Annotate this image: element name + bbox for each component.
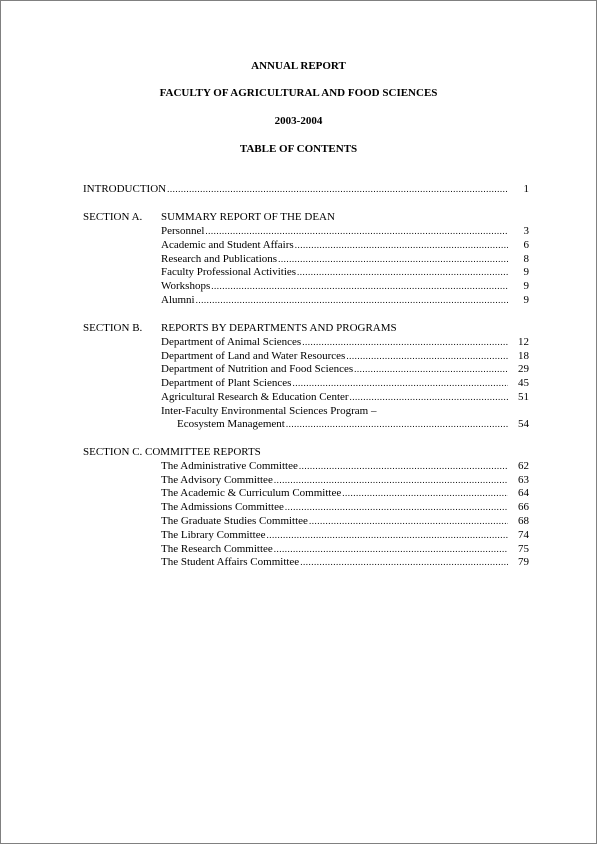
toc-page-number: 51 [518, 391, 529, 403]
toc-page-number: 6 [523, 239, 529, 251]
toc-entry-label: INTRODUCTION [83, 183, 167, 195]
toc-page-number: 3 [523, 225, 529, 237]
toc-entry [1, 336, 596, 349]
toc-heading: TABLE OF CONTENTS [239, 143, 358, 155]
toc-entry-label: The Research Committee [161, 543, 273, 555]
toc-entry-label: Department of Nutrition and Food Sciences [161, 363, 354, 375]
report-title: ANNUAL REPORT [251, 60, 346, 72]
toc-entry [1, 280, 596, 293]
dot-leader [295, 240, 508, 251]
toc-entry-label: Department of Plant Sciences [161, 377, 292, 389]
toc-entry [1, 543, 596, 556]
toc-entry [1, 529, 596, 542]
section-title: SUMMARY REPORT OF THE DEAN [161, 211, 335, 223]
toc-entry-label: The Advisory Committee [161, 474, 273, 486]
dot-leader [266, 530, 508, 541]
section-title: SECTION C. COMMITTEE REPORTS [83, 446, 261, 458]
toc-entry-label: The Admissions Committee [161, 501, 284, 513]
dot-leader [205, 226, 508, 237]
dot-leader [342, 488, 508, 499]
toc-entry-label: Academic and Student Affairs [161, 239, 294, 251]
toc-page-number: 9 [523, 294, 529, 306]
toc-page-number: 9 [523, 266, 529, 278]
toc-page-number: 66 [518, 501, 529, 513]
section-label: SECTION A. [83, 211, 143, 223]
dot-leader [274, 544, 508, 555]
dot-leader [274, 475, 508, 486]
dot-leader [299, 461, 508, 472]
toc-page-number: 1 [523, 183, 529, 195]
toc-page-number: 45 [518, 377, 529, 389]
toc-page-number: 74 [518, 529, 529, 541]
section-b-heading [1, 322, 596, 335]
toc-entry-label: Personnel [161, 225, 205, 237]
dot-leader [309, 516, 508, 527]
toc-entry-introduction [1, 183, 596, 196]
toc-entry [1, 391, 596, 404]
toc-entry-label: Inter-Faculty Environmental Sciences Program – [161, 405, 377, 417]
toc-entry-label: Faculty Professional Activities [161, 266, 297, 278]
toc-entry-label: The Administrative Committee [161, 460, 298, 472]
section-title: REPORTS BY DEPARTMENTS AND PROGRAMS [161, 322, 397, 334]
toc-entry [1, 556, 596, 569]
section-label: SECTION B. [83, 322, 143, 334]
toc-entry [1, 377, 596, 390]
faculty-title: FACULTY OF AGRICULTURAL AND FOOD SCIENCES [159, 87, 438, 99]
toc-entry-label: Department of Animal Sciences [161, 336, 302, 348]
dot-leader [278, 254, 508, 265]
dot-leader [354, 364, 508, 375]
dot-leader [350, 392, 508, 403]
dot-leader [297, 267, 508, 278]
toc-entry-label: Department of Land and Water Resources [161, 350, 346, 362]
toc-entry [1, 350, 596, 363]
section-c-heading [1, 446, 596, 459]
toc-entry [1, 253, 596, 266]
toc-page-number: 79 [518, 556, 529, 568]
dot-leader [292, 378, 508, 389]
toc-entry-program-line [1, 405, 596, 418]
toc-entry [1, 460, 596, 473]
toc-page-number: 75 [518, 543, 529, 555]
toc-page-number: 64 [518, 487, 529, 499]
dot-leader [167, 184, 508, 195]
toc-entry-label: The Student Affairs Committee [161, 556, 300, 568]
toc-page-number: 18 [518, 350, 529, 362]
dot-leader [196, 295, 508, 306]
toc-entry [1, 363, 596, 376]
toc-entry-label: The Graduate Studies Committee [161, 515, 308, 527]
toc-page-number: 8 [523, 253, 529, 265]
toc-page-number: 63 [518, 474, 529, 486]
dot-leader [300, 557, 508, 568]
dot-leader [211, 281, 508, 292]
toc-entry-label: Ecosystem Management [177, 418, 285, 430]
toc-entry [1, 266, 596, 279]
dot-leader [346, 351, 508, 362]
toc-entry [1, 418, 596, 431]
dot-leader [302, 337, 508, 348]
toc-entry [1, 487, 596, 500]
toc-page-number: 9 [523, 280, 529, 292]
report-year: 2003-2004 [274, 115, 323, 127]
toc-page-number: 29 [518, 363, 529, 375]
toc-entry-label: Workshops [161, 280, 211, 292]
toc-entry [1, 239, 596, 252]
toc-page-number: 68 [518, 515, 529, 527]
toc-page-number: 54 [518, 418, 529, 430]
toc-entry [83, 183, 508, 196]
toc-entry [1, 515, 596, 528]
toc-entry [1, 501, 596, 514]
toc-entry-label: Research and Publications [161, 253, 278, 265]
dot-leader [286, 419, 508, 430]
toc-entry [1, 294, 596, 307]
toc-page-number: 62 [518, 460, 529, 472]
toc-entry [1, 474, 596, 487]
toc-entry-label: Alumni [161, 294, 195, 306]
dot-leader [285, 502, 508, 513]
toc-page-number: 12 [518, 336, 529, 348]
toc-entry-label: The Academic & Curriculum Committee [161, 487, 342, 499]
toc-entry [1, 225, 596, 238]
toc-entry-label: Agricultural Research & Education Center [161, 391, 349, 403]
section-a-heading [1, 211, 596, 224]
toc-entry-label: The Library Committee [161, 529, 266, 541]
